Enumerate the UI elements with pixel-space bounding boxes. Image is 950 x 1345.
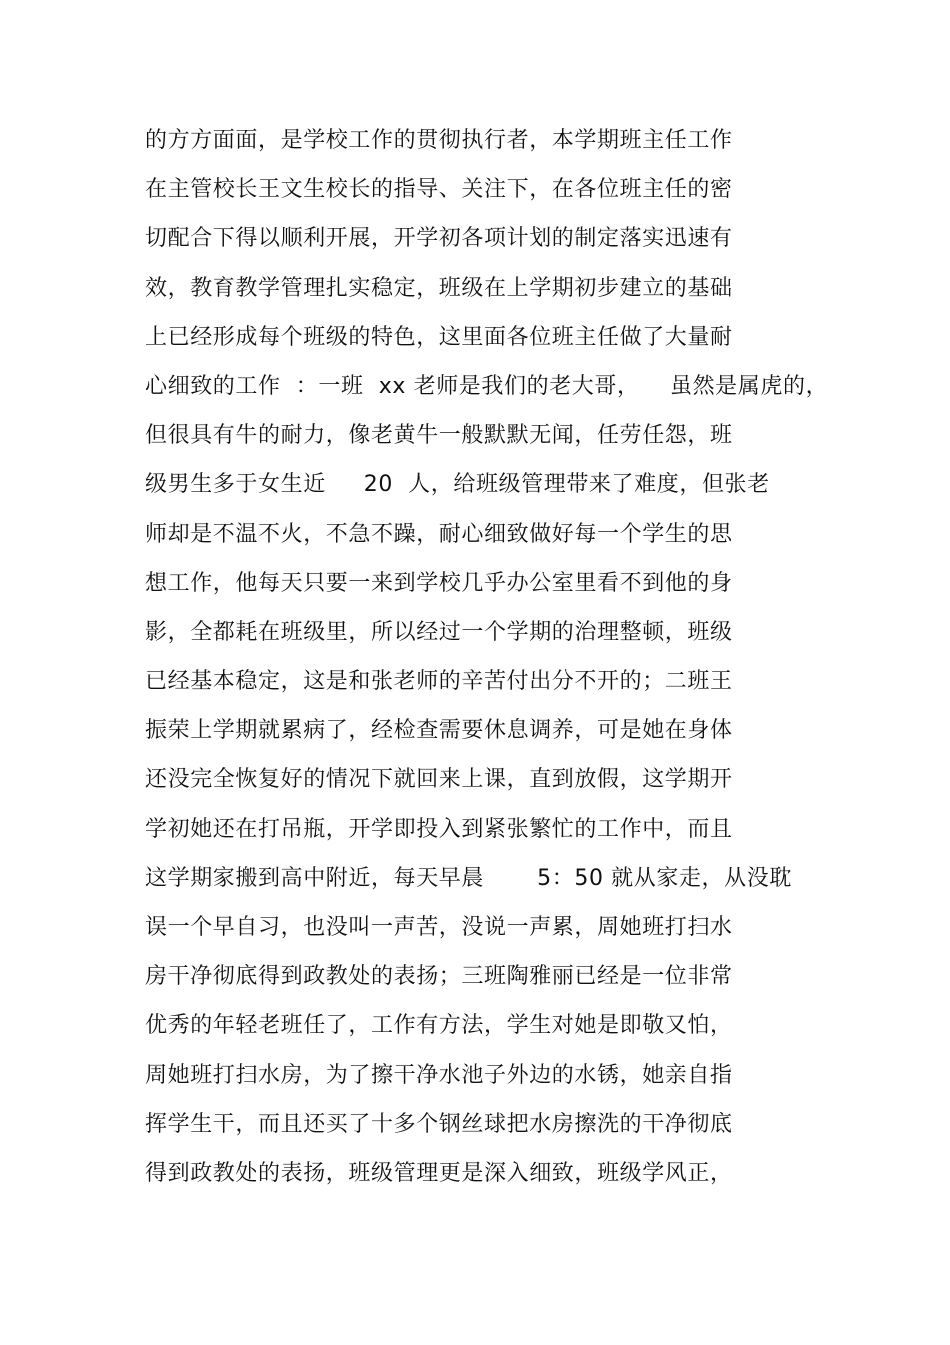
text-line: 影，全都耗在班级里，所以经过一个学期的治理整顿，班级	[145, 619, 733, 645]
text-line: 振荣上学期就累病了，经检查需要休息调养，可是她在身体	[145, 718, 733, 744]
text-line: 师却是不温不火，不急不躁，耐心细致做好每一个学生的思	[145, 521, 733, 547]
text-line: 得到政教处的表扬，班级管理更是深入细致，班级学风正，	[145, 1160, 733, 1186]
text-line: 在主管校长王文生校长的指导、关注下，在各位班主任的密	[145, 177, 733, 203]
text-line: 误一个早自习，也没叫一声苦，没说一声累，周她班打扫水	[145, 915, 733, 940]
text-line: 想工作，他每天只要一来到学校几乎办公室里看不到他的身	[145, 570, 733, 596]
text-line: 还没完全恢复好的情况下就回来上课，直到放假，这学期开	[145, 767, 733, 793]
body-text	[145, 120, 829, 1202]
text-line: 房干净彻底得到政教处的表扬；三班陶雅丽已经是一位非常	[145, 964, 733, 990]
text-line: 的方方面面，是学校工作的贯彻执行者，本学期班主任工作	[145, 128, 733, 153]
text-line: 学初她还在打吊瓶，开学即投入到紧张繁忙的工作中，而且	[145, 816, 733, 842]
text-line: 周她班打扫水房，为了擦干净水池子外边的水锈，她亲自指	[145, 1062, 733, 1088]
text-line: 心细致的工作 ：一班 xx 老师是我们的老大哥， 虽然是属虎的，	[145, 373, 829, 399]
text-line: 切配合下得以顺利开展，开学初各项计划的制定落实迅速有	[145, 226, 733, 252]
text-line: 上已经形成每个班级的特色，这里面各位班主任做了大量耐	[145, 324, 733, 350]
text-line: 级男生多于女生近 20 人，给班级管理带来了难度，但张老	[145, 472, 770, 498]
text-line: 已经基本稳定，这是和张老师的辛苦付出分不开的；二班王	[145, 669, 733, 695]
text-line: 效，教育教学管理扎实稳定，班级在上学期初步建立的基础	[145, 275, 733, 301]
text-line: 优秀的年轻老班任了，工作有方法，学生对她是即敬又怕，	[145, 1013, 733, 1039]
text-line: 挥学生干，而且还买了十多个钢丝球把水房擦洗的干净彻底	[145, 1111, 733, 1137]
text-line: 但很具有牛的耐力，像老黄牛一般默默无闻，任劳任怨，班	[145, 423, 733, 449]
text-line: 这学期家搬到高中附近，每天早晨 5：50 就从家走，从没耽	[145, 865, 792, 891]
